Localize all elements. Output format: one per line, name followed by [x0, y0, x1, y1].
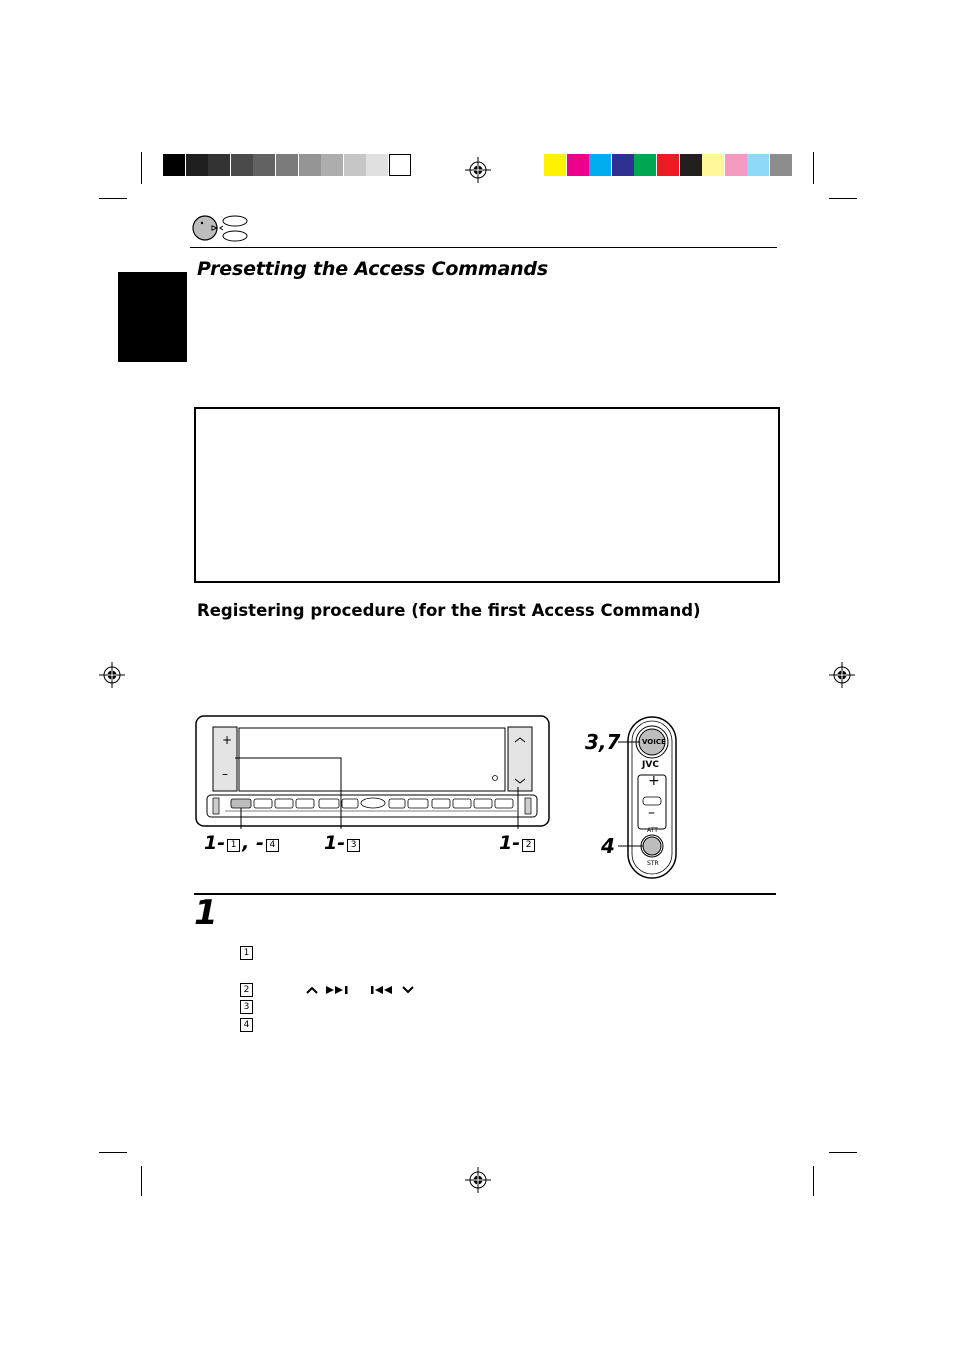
section-subheading: Registering procedure (for the first Access Command) — [197, 601, 701, 620]
step-rule — [194, 893, 776, 895]
calibration-swatch — [680, 154, 702, 176]
callout-step-3-7: 3,7 — [585, 730, 621, 754]
remote-att-label: ATT — [647, 827, 658, 834]
callout-step-1-3: 1- 3 — [324, 832, 362, 854]
control-unit-figure — [195, 715, 551, 829]
remote-str-label: STR — [647, 860, 659, 867]
calibration-swatch — [589, 154, 611, 176]
crop-mark — [813, 152, 814, 184]
header-rule — [190, 247, 777, 248]
calibration-swatch — [544, 154, 566, 176]
callout-step-4: 4 — [601, 834, 615, 858]
calibration-swatch — [366, 154, 388, 176]
callout-step-1-2: 1- 2 — [499, 832, 537, 854]
remote-minus-label: – — [648, 805, 655, 821]
calibration-swatch — [276, 154, 298, 176]
calibration-swatch — [231, 154, 253, 176]
prev-track-icon — [370, 985, 398, 995]
calibration-swatch — [657, 154, 679, 176]
calibration-swatch — [567, 154, 589, 176]
calibration-swatch — [389, 154, 411, 176]
crop-mark — [829, 198, 857, 199]
crop-mark — [141, 1166, 142, 1196]
calibration-swatch — [725, 154, 747, 176]
crop-mark — [813, 1166, 814, 1196]
unit-plus-label: + — [222, 733, 233, 747]
calibration-swatch — [612, 154, 634, 176]
calibration-swatch — [702, 154, 724, 176]
crop-mark — [141, 152, 142, 184]
crop-mark — [99, 1152, 127, 1153]
step-number: 1 — [194, 893, 218, 933]
calibration-swatch — [253, 154, 275, 176]
unit-minus-label: – — [222, 767, 228, 781]
reg-mark-icon — [465, 157, 491, 183]
calibration-swatch — [186, 154, 208, 176]
crop-mark — [99, 198, 127, 199]
calibration-swatch — [299, 154, 321, 176]
note-box — [194, 407, 780, 583]
page-title: Presetting the Access Commands — [197, 258, 548, 280]
callout-step-1-1-4: 1- 1 , - 4 — [204, 832, 281, 854]
remote-voice-label: VOICE — [642, 738, 666, 746]
calibration-swatch — [747, 154, 769, 176]
voice-command-icon — [190, 212, 252, 244]
substep-box: 1 — [240, 946, 253, 960]
language-tab — [118, 272, 187, 362]
calibration-swatch — [163, 154, 185, 176]
substep-box: 4 — [240, 1018, 253, 1032]
crop-mark — [829, 1152, 857, 1153]
reg-mark-icon — [829, 662, 855, 688]
next-track-icon — [325, 985, 353, 995]
calibration-swatch — [321, 154, 343, 176]
calibration-swatch — [634, 154, 656, 176]
reg-mark-icon — [465, 1167, 491, 1193]
down-chevron-icon — [401, 985, 415, 995]
calibration-swatch — [208, 154, 230, 176]
substep-box: 3 — [240, 1000, 253, 1014]
calibration-swatch — [770, 154, 792, 176]
remote-plus-label: + — [648, 773, 660, 789]
substep-box: 2 — [240, 983, 253, 997]
up-chevron-icon — [305, 985, 319, 995]
reg-mark-icon — [99, 662, 125, 688]
calibration-swatch — [344, 154, 366, 176]
remote-brand-logo: JVC — [642, 760, 659, 770]
